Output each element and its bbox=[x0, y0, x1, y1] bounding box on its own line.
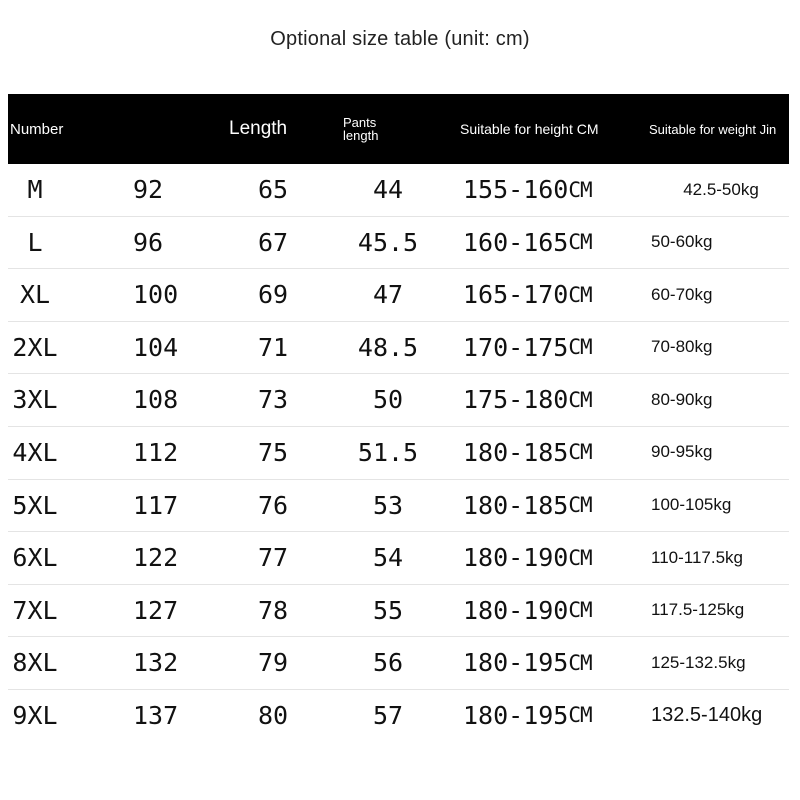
table-row bbox=[8, 217, 789, 270]
size-cell: 4XL bbox=[12, 437, 58, 467]
height-unit: CM bbox=[568, 177, 592, 202]
length-cell: 75 bbox=[257, 437, 289, 467]
height-range: 180-195 bbox=[463, 648, 569, 678]
chest-cell: 132 bbox=[133, 648, 179, 678]
chest-cell: 117 bbox=[133, 490, 179, 520]
chest-cell: 112 bbox=[133, 437, 179, 467]
height-range: 180-185 bbox=[463, 490, 569, 520]
table-row bbox=[8, 164, 789, 217]
pants-cell: 47 bbox=[372, 280, 404, 310]
table-row bbox=[8, 374, 789, 427]
size-cell: L bbox=[27, 227, 43, 257]
pants-cell: 45.5 bbox=[357, 227, 419, 257]
weight-cell: 80-90kg bbox=[651, 389, 713, 409]
size-cell: 2XL bbox=[12, 332, 58, 362]
height-unit: CM bbox=[568, 440, 592, 465]
height-range: 170-175 bbox=[463, 332, 569, 362]
length-cell: 73 bbox=[257, 385, 289, 415]
weight-cell: 70-80kg bbox=[651, 337, 713, 357]
table-row bbox=[8, 269, 789, 322]
height-range: 175-180 bbox=[463, 385, 569, 415]
header-number: Number bbox=[10, 120, 64, 138]
height-unit: CM bbox=[568, 230, 592, 255]
header-length: Length bbox=[229, 118, 288, 139]
height-range: 180-185 bbox=[463, 437, 569, 467]
height-cell bbox=[463, 374, 613, 425]
size-cell: 3XL bbox=[12, 385, 58, 415]
height-cell bbox=[463, 480, 613, 531]
height-cell bbox=[463, 322, 613, 373]
pants-cell: 53 bbox=[372, 490, 404, 520]
size-cell: 5XL bbox=[12, 490, 58, 520]
length-cell: 65 bbox=[257, 175, 289, 204]
weight-cell: 117.5-125kg bbox=[651, 600, 745, 620]
length-cell: 80 bbox=[257, 700, 289, 730]
chest-cell: 96 bbox=[133, 227, 164, 257]
header-pants-line2: length bbox=[343, 128, 379, 143]
size-cell: XL bbox=[19, 280, 51, 310]
weight-cell: 90-95kg bbox=[651, 442, 713, 462]
size-cell: 7XL bbox=[12, 595, 58, 625]
table-row bbox=[8, 637, 789, 690]
table-header bbox=[8, 94, 789, 164]
height-unit: CM bbox=[568, 545, 592, 570]
height-cell bbox=[463, 269, 613, 320]
height-range: 165-170 bbox=[463, 280, 569, 310]
table-body bbox=[8, 164, 789, 742]
weight-cell: 110-117.5kg bbox=[651, 547, 743, 567]
header-height: Suitable for height CM bbox=[460, 121, 599, 137]
pants-cell: 50 bbox=[372, 385, 404, 415]
chest-cell: 137 bbox=[133, 700, 179, 730]
weight-cell: 50-60kg bbox=[651, 232, 713, 252]
height-unit: CM bbox=[568, 703, 592, 728]
length-cell: 67 bbox=[257, 227, 289, 257]
weight-cell: 42.5-50kg bbox=[683, 179, 759, 199]
table-row bbox=[8, 690, 789, 742]
height-cell bbox=[463, 690, 613, 741]
height-unit: CM bbox=[568, 282, 592, 307]
length-cell: 78 bbox=[257, 595, 289, 625]
length-cell: 69 bbox=[257, 280, 289, 310]
height-unit: CM bbox=[568, 335, 592, 360]
table-row bbox=[8, 585, 789, 638]
weight-cell: 132.5-140kg bbox=[651, 703, 763, 726]
chest-cell: 127 bbox=[133, 595, 179, 625]
size-cell: 9XL bbox=[12, 700, 58, 730]
height-unit: CM bbox=[568, 387, 592, 412]
height-unit: CM bbox=[568, 650, 592, 675]
table-row bbox=[8, 322, 789, 375]
height-cell bbox=[463, 164, 613, 215]
height-cell bbox=[463, 427, 613, 478]
pants-cell: 56 bbox=[372, 648, 404, 678]
height-range: 160-165 bbox=[463, 227, 569, 257]
height-unit: CM bbox=[568, 598, 592, 623]
weight-cell: 100-105kg bbox=[651, 495, 732, 515]
chest-cell: 108 bbox=[133, 385, 179, 415]
weight-cell: 125-132.5kg bbox=[651, 652, 746, 672]
length-cell: 76 bbox=[257, 490, 289, 520]
header-weight: Suitable for weight Jin bbox=[649, 121, 777, 137]
chest-cell: 100 bbox=[133, 280, 179, 310]
chest-cell: 122 bbox=[133, 543, 179, 573]
height-range: 155-160 bbox=[463, 175, 569, 204]
pants-cell: 51.5 bbox=[357, 437, 419, 467]
chest-cell: 104 bbox=[133, 332, 179, 362]
size-cell: 6XL bbox=[12, 543, 58, 573]
size-cell: M bbox=[27, 175, 43, 204]
pants-cell: 54 bbox=[372, 543, 404, 573]
table-row bbox=[8, 532, 789, 585]
length-cell: 77 bbox=[257, 543, 289, 573]
height-cell bbox=[463, 532, 613, 583]
height-range: 180-195 bbox=[463, 700, 569, 730]
height-cell bbox=[463, 217, 613, 268]
height-cell bbox=[463, 637, 613, 688]
height-range: 180-190 bbox=[463, 543, 569, 573]
length-cell: 79 bbox=[257, 648, 289, 678]
pants-cell: 57 bbox=[372, 700, 404, 730]
length-cell: 71 bbox=[257, 332, 289, 362]
pants-cell: 44 bbox=[372, 175, 404, 204]
header-pants-line1: Pants bbox=[343, 115, 377, 130]
height-unit: CM bbox=[568, 493, 592, 518]
height-cell bbox=[463, 585, 613, 636]
header-pants-length bbox=[343, 94, 378, 164]
size-cell: 8XL bbox=[12, 648, 58, 678]
chest-cell: 92 bbox=[133, 175, 164, 204]
table-row bbox=[8, 427, 789, 480]
weight-cell: 60-70kg bbox=[651, 284, 713, 304]
height-range: 180-190 bbox=[463, 595, 569, 625]
page-title: Optional size table (unit: cm) bbox=[270, 28, 530, 50]
pants-cell: 55 bbox=[372, 595, 404, 625]
pants-cell: 48.5 bbox=[357, 332, 419, 362]
table-row bbox=[8, 480, 789, 533]
size-table bbox=[8, 94, 789, 742]
